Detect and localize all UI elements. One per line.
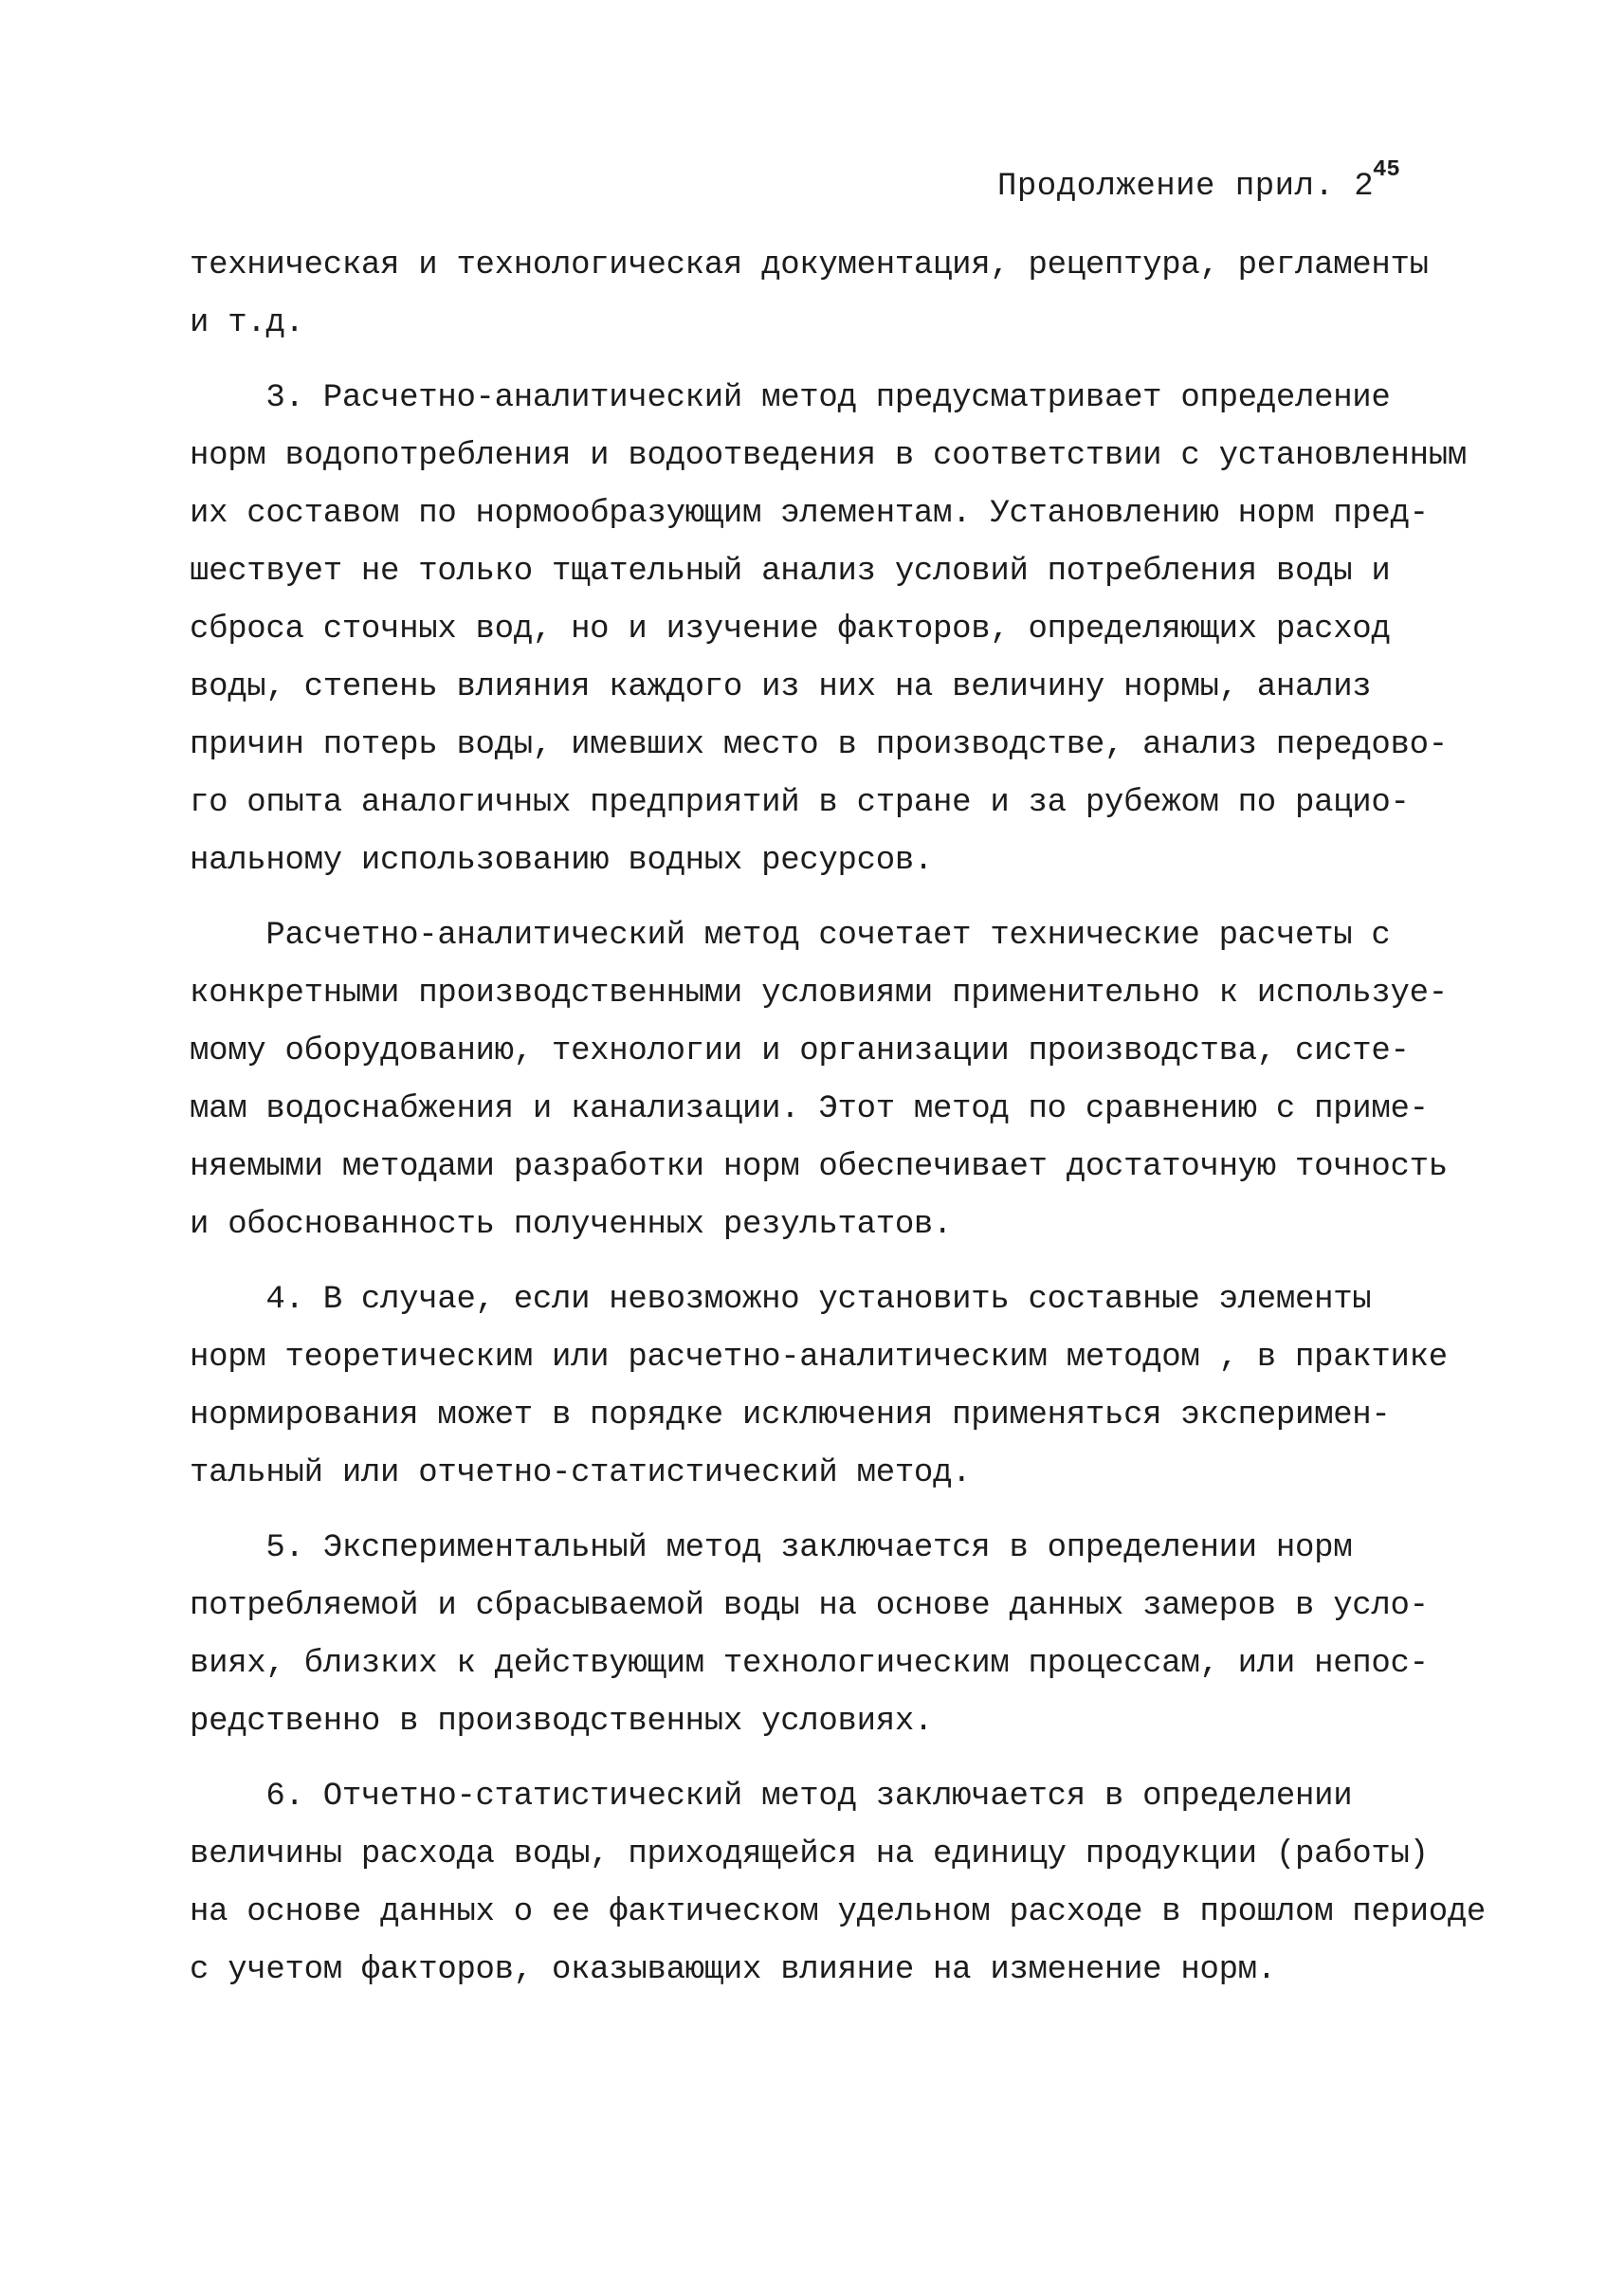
text-line: и т.д. — [190, 305, 304, 341]
text-line: норм водопотребления и водоотведения в соответствии с установленным — [190, 438, 1467, 474]
text-line: 5. Экспериментальный метод заключается в определении норм — [190, 1530, 1353, 1566]
text-line: потребляемой и сбрасываемой воды на основе данных замеров в усло- — [190, 1588, 1429, 1624]
text-line: и обоснованность полученных результатов. — [190, 1207, 953, 1243]
paragraph-3 — [190, 370, 1467, 890]
text-line: 3. Расчетно-аналитический метод предусматривает определение — [190, 380, 1391, 416]
text-line: шествует не только тщательный анализ условий потребления воды и — [190, 554, 1391, 590]
text-line: нальному использованию водных ресурсов. — [190, 843, 934, 879]
text-line: 6. Отчетно-статистический метод заключается в определении — [190, 1779, 1353, 1815]
text-line: сброса сточных вод, но и изучение факторов, определяющих расход — [190, 612, 1391, 648]
text-line: мам водоснабжения и канализации. Этот метод по сравнению с приме- — [190, 1091, 1429, 1127]
text-line: виях, близких к действующим технологическим процессам, или непос- — [190, 1646, 1429, 1682]
text-line: го опыта аналогичных предприятий в стране и за рубежом по рацио- — [190, 785, 1410, 821]
text-line: конкретными производственными условиями применительно к используе- — [190, 976, 1448, 1012]
text-line: их составом по нормообразующим элементам. Установлению норм пред- — [190, 496, 1429, 532]
text-line: мому оборудованию, технологии и организации производства, систе- — [190, 1033, 1410, 1069]
paragraph-3-continued — [190, 907, 1448, 1254]
text-line: на основе данных о ее фактическом удельном расходе в прошлом периоде — [190, 1894, 1487, 1930]
text-line: нормирования может в порядке исключения применяться эксперимен- — [190, 1397, 1391, 1434]
document-body — [190, 237, 1487, 2000]
text-line: с учетом факторов, оказывающих влияние на изменение норм. — [190, 1952, 1276, 1988]
paragraph-5 — [190, 1520, 1429, 1751]
text-line: тальный или отчетно-статистический метод. — [190, 1455, 972, 1491]
appendix-continuation-header: Продолжение прил. 2 — [997, 169, 1375, 205]
page-number: 45 — [1373, 157, 1400, 183]
text-line: техническая и технологическая документация, рецептура, регламенты — [190, 247, 1429, 283]
text-line: Расчетно-аналитический метод сочетает технические расчеты с — [190, 918, 1391, 954]
text-line: воды, степень влияния каждого из них на величину нормы, анализ — [190, 669, 1372, 705]
text-line: редственно в производственных условиях. — [190, 1704, 934, 1740]
paragraph-continued — [190, 237, 1429, 353]
text-line: причин потерь воды, имевших место в производстве, анализ передово- — [190, 727, 1448, 763]
text-line: величины расхода воды, приходящейся на единицу продукции (работы) — [190, 1836, 1429, 1872]
text-line: 4. В случае, если невозможно установить составные элементы — [190, 1282, 1372, 1318]
text-line: норм теоретическим или расчетно-аналитическим методом , в практике — [190, 1340, 1448, 1376]
paragraph-6 — [190, 1768, 1487, 2000]
text-line: няемыми методами разработки норм обеспечивает достаточную точность — [190, 1149, 1448, 1185]
paragraph-4 — [190, 1271, 1448, 1503]
